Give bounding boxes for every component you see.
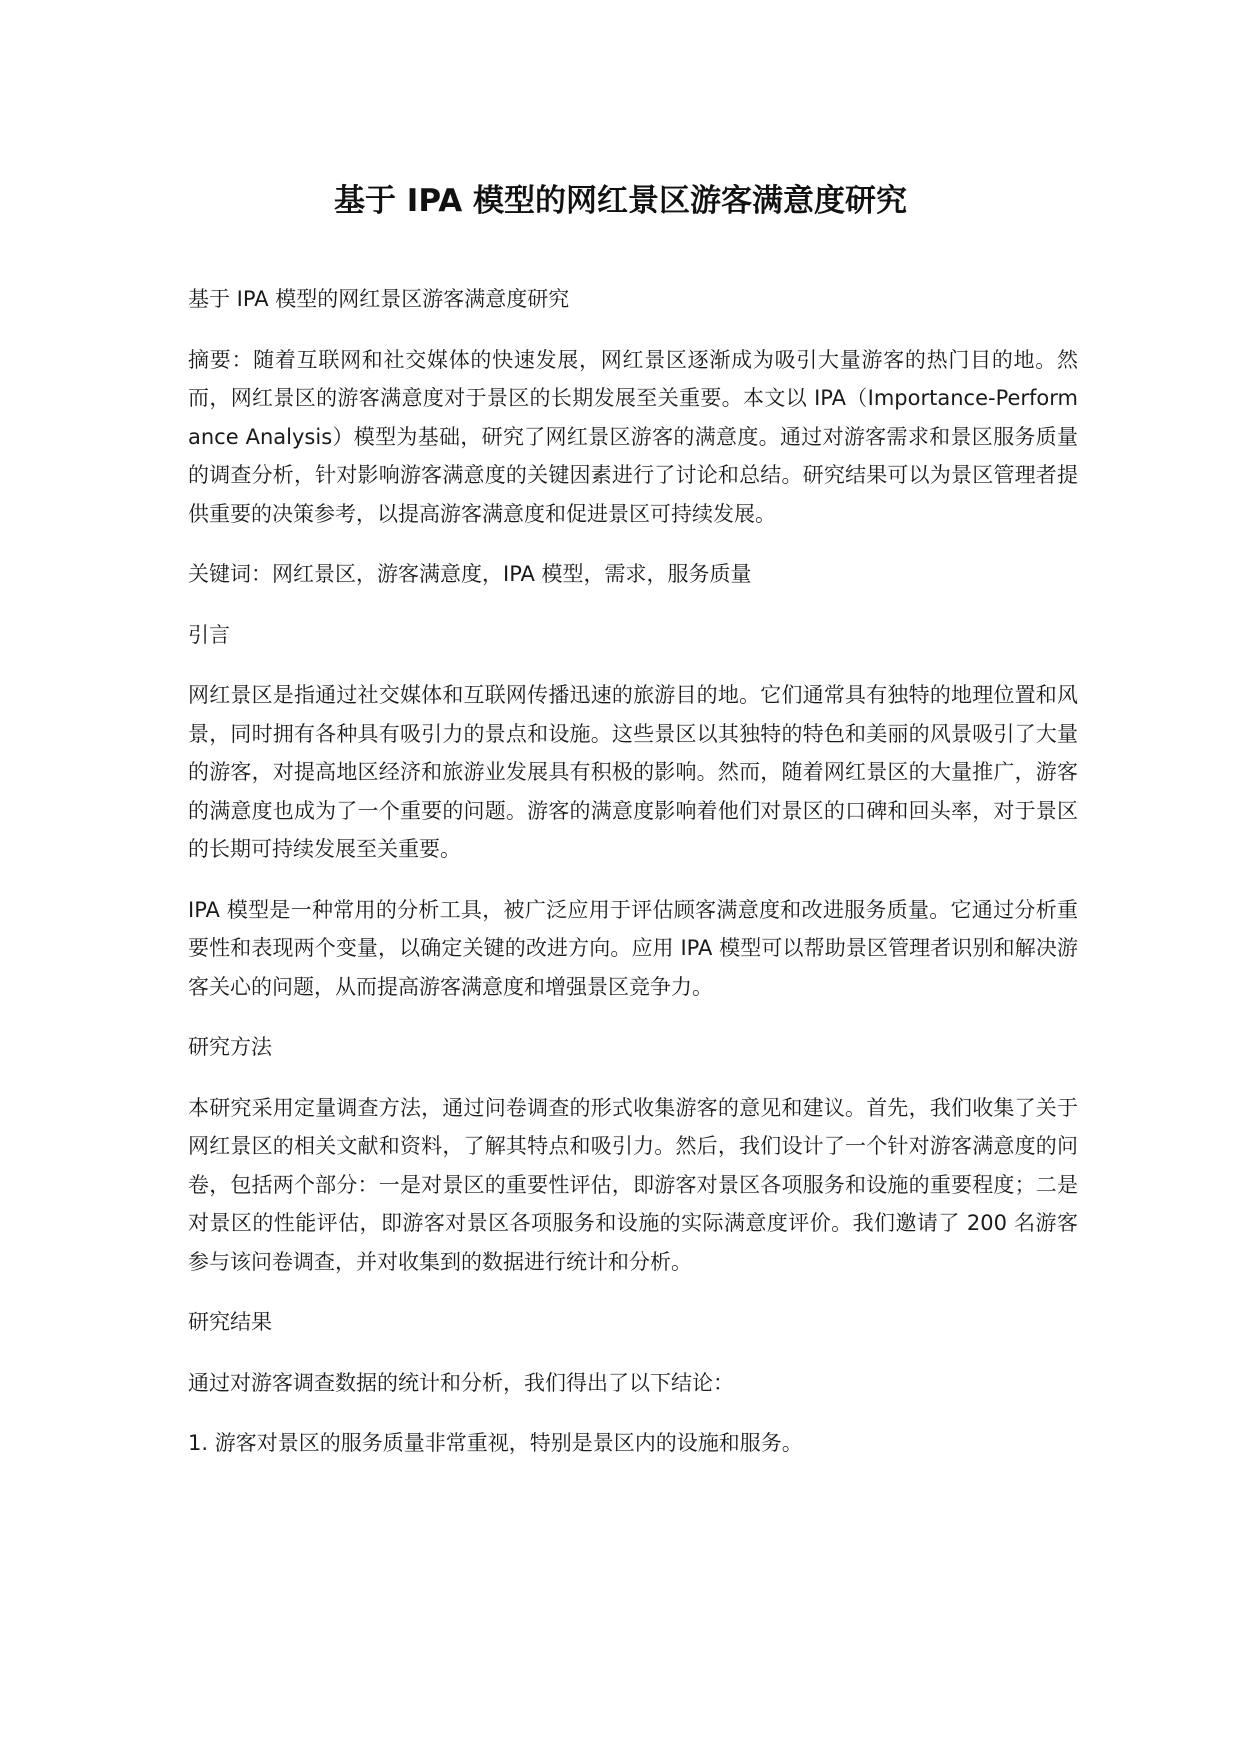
subtitle-paragraph: 基于 IPA 模型的网红景区游客满意度研究 — [188, 287, 570, 311]
abstract-paragraph: 摘要：随着互联网和社交媒体的快速发展，网红景区逐渐成为吸引大量游客的热门目的地。然而，网红景区的游客满意度对于景区的长期发展至关重要。本文以 IPA（Importance-Performance Analysis）模型为基础，研究了网红景区游客的满意度。通过对游客需求和景区服务质量的调查分析，针对影响游客满意度的关键因素进行了讨论和总结。研究结果可以为景区管理者提供重要的决策参考，以提高游客满意度和促进景区可持续发展。 — [188, 347, 1078, 526]
results-heading: 研究结果 — [188, 1310, 272, 1334]
results-list-item-1: 1. 游客对景区的服务质量非常重视，特别是景区内的设施和服务。 — [188, 1431, 803, 1455]
results-paragraph: 通过对游客调查数据的统计和分析，我们得出了以下结论： — [188, 1370, 734, 1395]
intro-paragraph-1: 网红景区是指通过社交媒体和互联网传播迅速的旅游目的地。它们通常具有独特的地理位置和风景，同时拥有各种具有吸引力的景点和设施。这些景区以其独特的特色和美丽的风景吸引了大量的游客，对提高地区经济和旅游业发展具有积极的影响。然而，随着网红景区的大量推广，游客的满意度也成为了一个重要的问题。游客的满意度影响着他们对景区的口碑和回头率，对于景区的长期可持续发展至关重要。 — [188, 683, 1078, 861]
keywords-paragraph: 关键词：网红景区，游客满意度，IPA 模型，需求，服务质量 — [188, 562, 752, 586]
intro-heading: 引言 — [188, 622, 230, 647]
intro-paragraph-2: IPA 模型是一种常用的分析工具，被广泛应用于评估顾客满意度和改进服务质量。它通过分析重要性和表现两个变量，以确定关键的改进方向。应用 IPA 模型可以帮助景区管理者识别和解决游客关心的问题，从而提高游客满意度和增强景区竞争力。 — [188, 897, 1078, 999]
method-paragraph: 本研究采用定量调查方法，通过问卷调查的形式收集游客的意见和建议。首先，我们收集了关于网红景区的相关文献和资料，了解其特点和吸引力。然后，我们设计了一个针对游客满意度的问卷，包括两个部分：一是对景区的重要性评估，即游客对景区各项服务和设施的重要程度；二是对景区的性能评估，即游客对景区各项服务和设施的实际满意度评价。我们邀请了 200 名游客参与该问卷调查，并对收集到的数据进行统计和分析。 — [188, 1095, 1078, 1274]
method-heading: 研究方法 — [188, 1035, 272, 1059]
document-title: 基于 IPA 模型的网红景区游客满意度研究 — [334, 183, 907, 219]
document-body — [188, 280, 1078, 1485]
